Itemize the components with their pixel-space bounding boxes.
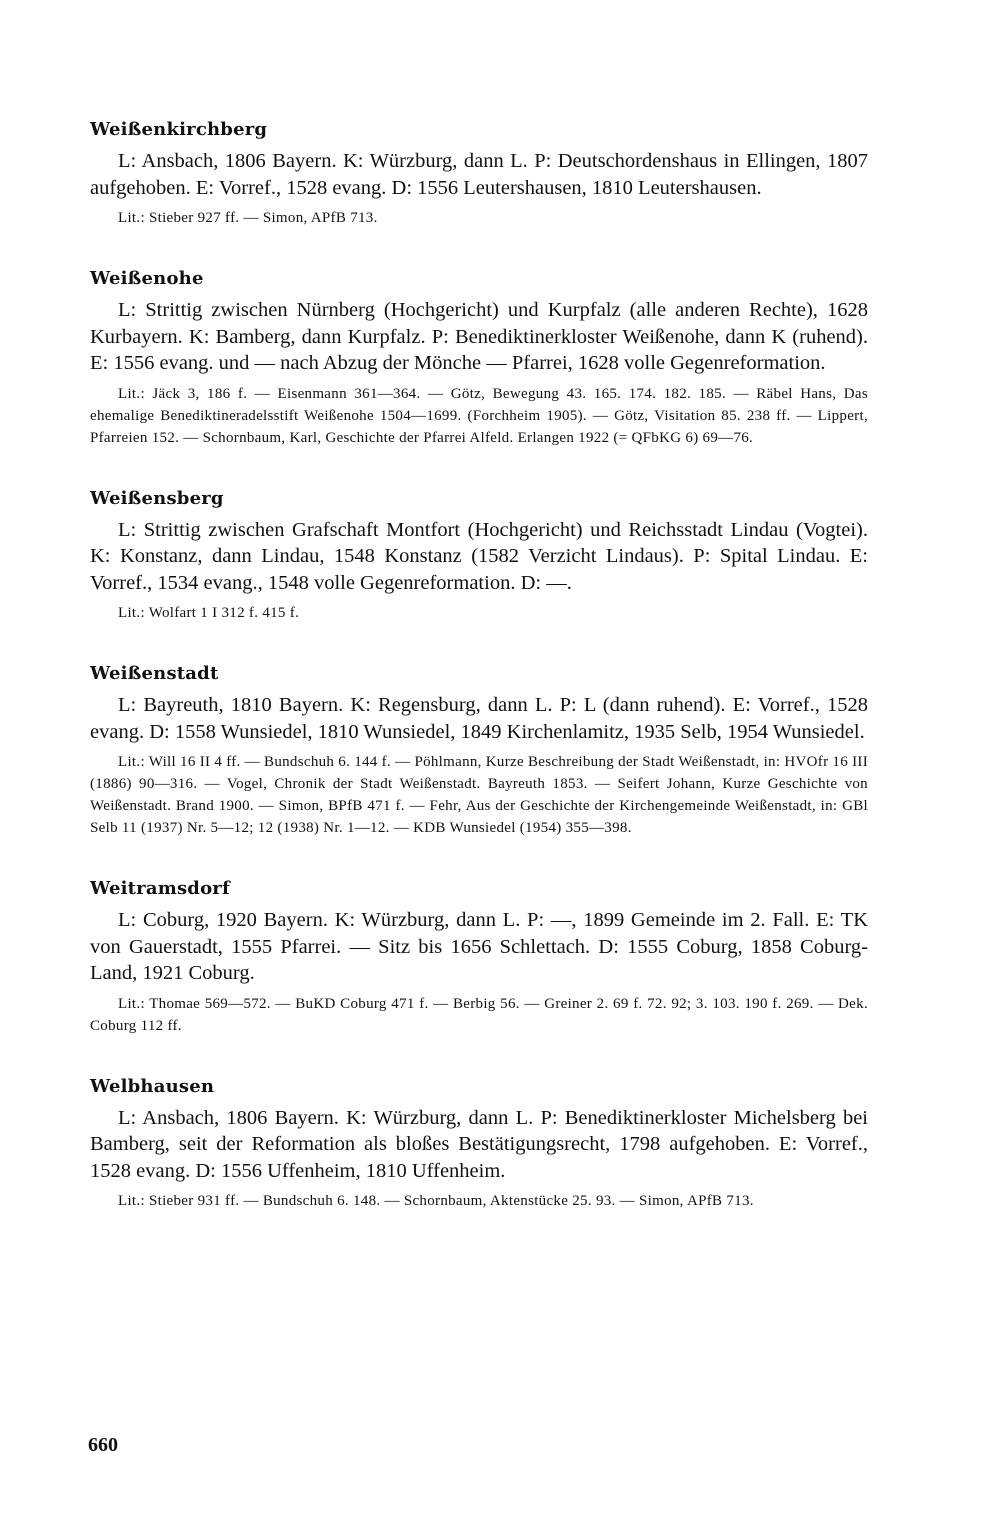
entry-literature: Lit.: Stieber 927 ff. — Simon, APfB 713. — [118, 210, 378, 226]
entry-body: L: Ansbach, 1806 Bayern. K: Würzburg, dann L. P: Deutschordenshaus in Ellingen, 1807 aufgehoben. E: Vorref., 1528 evang. D: 1556 Leutershausen, 1810 Leutershausen. — [90, 150, 868, 199]
entry-weissenohe — [90, 267, 868, 449]
entry-literature: Lit.: Wolfart 1 I 312 f. 415 f. — [118, 605, 300, 621]
entry-welbhausen — [90, 1075, 868, 1213]
entry-weitramsdorf — [90, 877, 868, 1037]
entry-body: L: Coburg, 1920 Bayern. K: Würzburg, dann L. P: —, 1899 Gemeinde im 2. Fall. E: TK von Gauerstadt, 1555 Pfarrei. — Sitz bis 1656 Schlettach. D: 1555 Coburg, 1858 Coburg-Land, 1921 Coburg. — [90, 909, 868, 984]
entry-literature: Lit.: Thomae 569—572. — BuKD Coburg 471 f. — Berbig 56. — Greiner 2. 69 f. 72. 92; 3. 103. 190 f. 269. — Dek. Coburg 112 ff. — [90, 995, 868, 1034]
entry-weissenstadt — [90, 662, 868, 839]
page-content — [90, 118, 868, 1250]
page-number: 660 — [88, 1434, 118, 1456]
entry-literature: Lit.: Jäck 3, 186 f. — Eisenmann 361—364. — Götz, Bewegung 43. 165. 174. 182. 185. — Räbel Hans, Das ehemalige Benediktineradelsstift Weißenohe 1504—1699. (Forchheim 1905). — Götz, Visitation 85. 238 ff. — Lippert, Pfarreien 152. — Schornbaum, Karl, Geschichte der Pfarrei Alfeld. Erlangen 1922 (= QFbKG 6) 69—76. — [90, 385, 868, 446]
entry-title: Weitramsdorf — [90, 878, 230, 899]
entry-weissenkirchberg — [90, 118, 868, 229]
entry-body: L: Strittig zwischen Nürnberg (Hochgericht) und Kurpfalz (alle anderen Rechte), 1628 Kurbayern. K: Bamberg, dann Kurpfalz. P: Benediktinerkloster Weißenohe, dann K (ruhend). E: 1556 evang. und — nach Abzug der Mönche — Pfarrei, 1628 volle Gegenreformation. — [90, 299, 868, 374]
entry-title: Weißensberg — [90, 487, 224, 509]
entry-title: Weißenstadt — [90, 663, 219, 684]
entry-body: L: Bayreuth, 1810 Bayern. K: Regensburg, dann L. P: L (dann ruhend). E: Vorref., 1528 evang. D: 1558 Wunsiedel, 1810 Wunsiedel, 1849 Kirchenlamitz, 1935 Selb, 1954 Wunsiedel. — [90, 694, 868, 743]
entry-title: Weißenkirchberg — [90, 119, 268, 140]
entry-title: Weißenohe — [90, 268, 204, 289]
entry-literature: Lit.: Stieber 931 ff. — Bundschuh 6. 148. — Schornbaum, Aktenstücke 25. 93. — Simon, APfB 713. — [118, 1193, 754, 1209]
entry-literature: Lit.: Will 16 II 4 ff. — Bundschuh 6. 144 f. — Pöhlmann, Kurze Beschreibung der Stadt Weißenstadt, in: HVOfr 16 III (1886) 90—316. — Vogel, Chronik der Stadt Weißenstadt. Bayreuth 1853. — Seifert Johann, Kurze Geschichte von Weißenstadt. Brand 1900. — Simon, BPfB 471 f. — Fehr, Aus der Geschichte der Kirchengemeinde Weißenstadt, in: GBl Selb 11 (1937) Nr. 5—12; 12 (1938) Nr. 1—12. — KDB Wunsiedel (1954) 355—398. — [90, 754, 868, 836]
entry-body: L: Ansbach, 1806 Bayern. K: Würzburg, dann L. P: Benediktinerkloster Michelsberg bei Bamberg, seit der Reformation als bloßes Bestätigungsrecht, 1798 aufgehoben. E: Vorref., 1528 evang. D: 1556 Uffenheim, 1810 Uffenheim. — [90, 1106, 868, 1182]
entry-weissensberg — [90, 487, 868, 625]
entry-title: Welbhausen — [90, 1075, 215, 1097]
entry-body: L: Strittig zwischen Grafschaft Montfort (Hochgericht) und Reichsstadt Lindau (Vogtei). K: Konstanz, dann Lindau, 1548 Konstanz (1582 Verzicht Lindaus). P: Spital Lindau. E: Vorref., 1534 evang., 1548 volle Gegenreformation. D: —. — [90, 518, 868, 594]
